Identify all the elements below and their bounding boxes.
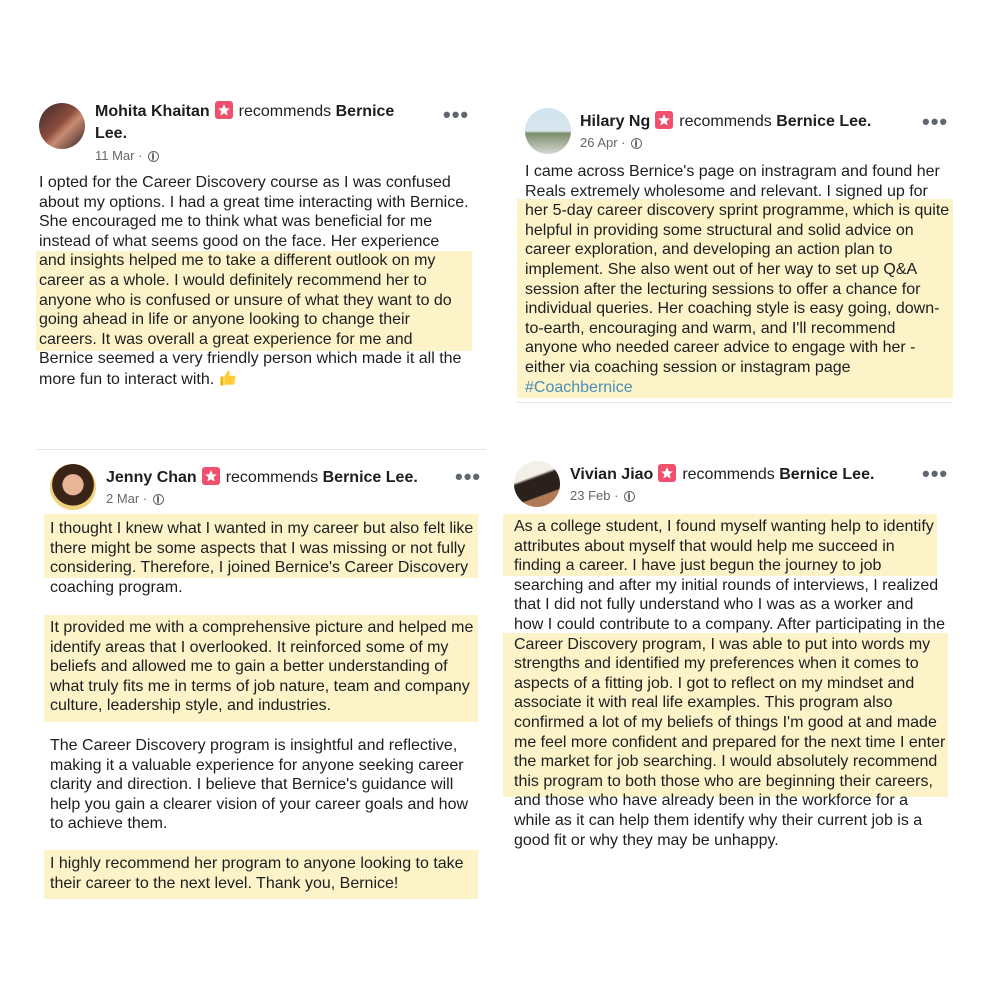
recommends-label: recommends xyxy=(679,113,772,130)
post-date[interactable]: 23 Feb xyxy=(570,488,611,503)
author-name[interactable]: Jenny Chan xyxy=(106,469,197,486)
post-date[interactable]: 11 Mar xyxy=(95,148,135,163)
author-name[interactable]: Mohita Khaitan xyxy=(95,103,210,120)
hashtag-link[interactable]: #Coachbernice xyxy=(525,378,633,396)
author-name[interactable]: Vivian Jiao xyxy=(570,466,654,483)
author-name[interactable]: Hilary Ng xyxy=(580,113,651,130)
target-name[interactable]: Bernice Lee. xyxy=(322,469,418,486)
post-date[interactable]: 26 Apr xyxy=(580,135,618,150)
review-card-jenny: Jenny Chan recommends Bernice Lee. 2 Mar · ••• I thought I knew what I wanted in my career but also felt like there might be some aspects that I was missing or not fully considering. Therefore, I joined Bernice's Career Discovery coaching program. It provided me with a comprehensive picture and helped me identify areas that I overlooked. It reinforced some of my beliefs and allowed me to gain a better understanding of what truly fits me in terms of job nature, team and company culture, leadership style, and industries. The Career Discovery program is insightful and reflective, making it a valuable experience for anyone seeking career clarity and direction. I believe that Bernice's guidance will help you gain a clearer vision of your career goals and how to achieve them. I highly recommend her program to anyone looking to take their career to the next level. Thank you, Bernice! xyxy=(0,0,1000,1000)
review-paragraph-4: I highly recommend her program to anyone looking to take their career to the next level. Thank you, Bernice! xyxy=(50,855,464,892)
review-card-vivian: Vivian Jiao recommends Bernice Lee. 23 Feb · ••• As a college student, I found myself wanting help to identify attributes about myself that would help me succeed in finding a career. I have just begun the journey to job searching and after my initial rounds of interviews, I realized that I did not fully understand who I was as a worker and how I could contribute to a company. After participating in the Career Discovery program, I was able to put into words my strengths and identified my preferences when it comes to aspects of a fitting job. I got to reflect on my mindset and associate it with real life examples. This program also confirmed a lot of my beliefs of things I'm good at and made me feel more confident and prepared for the next time I enter the market for job searching. I would absolutely recommend this program to both those who are beginning their careers, and those who have already been in the workforce for a while as it can help them identify why their current job is a good fit or why they may be unhappy. xyxy=(0,0,1000,1000)
target-name-cont[interactable]: Lee. xyxy=(95,125,128,142)
review-paragraph-1: I thought I knew what I wanted in my career but also felt like there might be some aspects that I was missing or not fully considering. Therefore, I joined Bernice's Career Discovery coaching program. xyxy=(50,520,474,596)
review-body: As a college student, I found myself wanting help to identify attributes about myself that would help me succeed in finding a career. I have just begun the journey to job searching and after my initial rounds of interviews, I realized that I did not fully understand who I was as a worker and how I could contribute to a company. After participating in the Career Discovery program, I was able to put into words my strengths and identified my preferences when it comes to aspects of a fitting job. I got to reflect on my mindset and associate it with real life examples. This program also confirmed a lot of my beliefs of things I'm good at and made me feel more confident and prepared for the next time I enter the market for job searching. I would absolutely recommend this program to both those who are beginning their careers, and those who have already been in the workforce for a while as it can help them identify why their current job is a good fit or why they may be unhappy. xyxy=(514,518,946,849)
review-paragraph-3: The Career Discovery program is insightful and reflective, making it a valuable experience for anyone seeking career clarity and direction. I believe that Bernice's guidance will help you gain a clearer vision of your career goals and how to achieve them. xyxy=(50,737,469,833)
review-card-mohita: Mohita Khaitan recommends Bernice Lee. 11 Mar · ••• I opted for the Career Discovery course as I was confused about my options. I had a great time interacting with Bernice. She encouraged me to think what was beneficial for me instead of what seems good on the face. Her experience and insights helped me to take a different outlook on my career as a whole. I would definitely recommend her to anyone who is confused or unsure of what they want to do going ahead in life or anyone looking to change their careers. It was overall a great experience for me and Bernice seemed a very friendly person which made it all the more fun to interact with. xyxy=(0,0,1000,1000)
review-paragraph-2: It provided me with a comprehensive picture and helped me identify areas that I overlooked. It reinforced some of my beliefs and allowed me to gain a better understanding of what truly fits me in terms of job nature, team and company culture, leadership style, and industries. xyxy=(50,619,474,715)
recommendation-star-icon xyxy=(658,464,676,482)
avatar[interactable] xyxy=(514,461,560,507)
more-options-icon[interactable]: ••• xyxy=(455,464,482,489)
recommends-label: recommends xyxy=(238,103,332,120)
review-body: I came across Bernice's page on instragram and found her Reals extremely wholesome and relevant. I signed up for her 5-day career discovery sprint programme, which is quite helpful in providing some structural and solid advice on career exploration, and developing an action plan to implement. She also went out of her way to set up Q&A session after the lecturing sessions to offer a chance for individual queries. Her coaching style is easy going, down-to-earth, encouraging and warm, and I'll recommend anyone who needed career advice to engage with her - either via coaching session or instagram page #Coachbernice xyxy=(525,163,950,396)
review-card-hilary: Hilary Ng recommends Bernice Lee. 26 Apr · ••• I came across Bernice's page on instragram and found her Reals extremely wholesome and relevant. I signed up for her 5-day career discovery sprint programme, which is quite helpful in providing some structural and solid advice on career exploration, and developing an action plan to implement. She also went out of her way to set up Q&A session after the lecturing sessions to offer a chance for individual queries. Her coaching style is easy going, down-to-earth, encouraging and warm, and I'll recommend anyone who needed career advice to engage with her - either via coaching session or instagram page #Coachbernice xyxy=(0,0,1000,1000)
more-options-icon[interactable]: ••• xyxy=(922,461,949,486)
recommends-label: recommends xyxy=(682,466,775,483)
globe-icon xyxy=(624,491,635,502)
more-options-icon[interactable]: ••• xyxy=(922,109,949,134)
target-name[interactable]: Bernice Lee. xyxy=(779,466,875,483)
target-name[interactable]: Bernice Lee. xyxy=(776,113,872,130)
review-body: I opted for the Career Discovery course as I was confused about my options. I had a great time interacting with Bernice. She encouraged me to think what was beneficial for me instead of what seems good on the face. Her experience and insights helped me to take a different outlook on my career as a whole. I would definitely recommend her to anyone who is confused or unsure of what they want to do going ahead in life or anyone looking to change their careers. It was overall a great experience for me and Bernice seemed a very friendly person which made it all the more fun to interact with. xyxy=(39,174,469,388)
recommends-label: recommends xyxy=(225,469,319,486)
more-options-icon[interactable]: ••• xyxy=(443,102,470,127)
post-date[interactable]: 2 Mar xyxy=(106,491,140,506)
target-name[interactable]: Bernice xyxy=(335,103,395,120)
